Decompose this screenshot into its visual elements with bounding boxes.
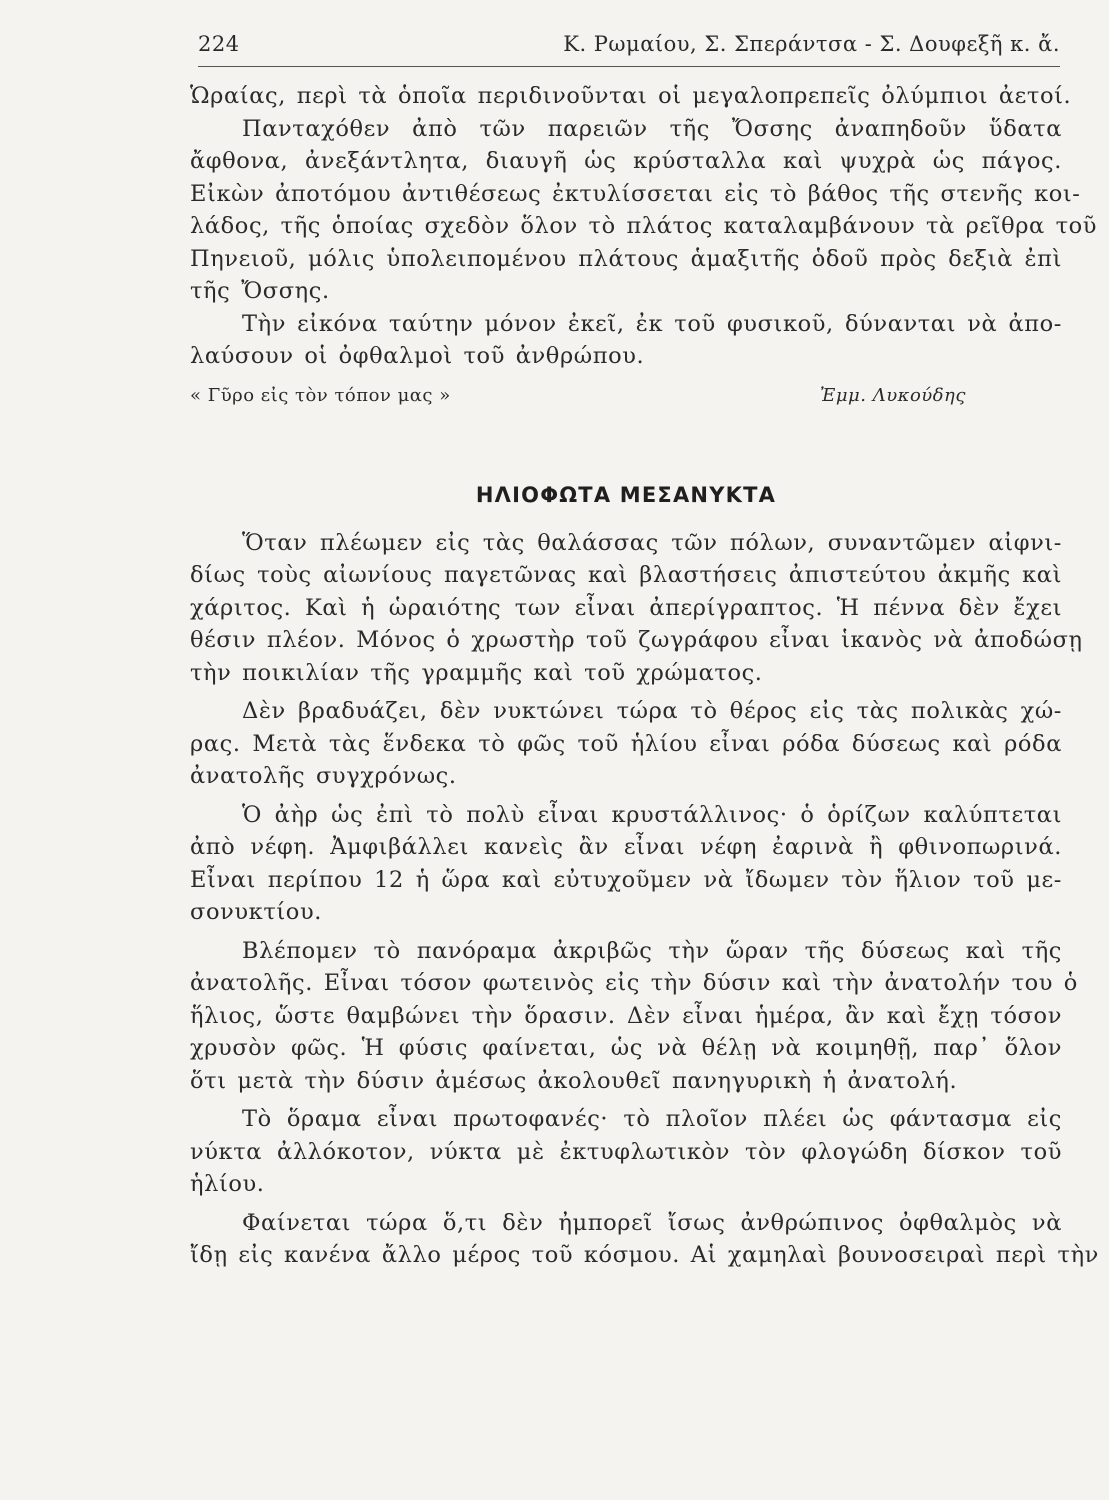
text-line: ἥλιος, ὥστε θαμβώνει τὴν ὅρασιν. Δὲν εἶναι ἡμέρα, ἂν καὶ ἔχῃ τόσον: [190, 1002, 1062, 1029]
text-line: Πηνειοῦ, μόλις ὑπολειπομένου πλάτους ἁμαξιτῆς ὁδοῦ πρὸς δεξιὰ ἐπὶ: [190, 245, 1062, 272]
text-line: Ὡραίας, περὶ τὰ ὁποῖα περιδινοῦνται οἱ μεγαλοπρεπεῖς ὀλύμπιοι ἀετοί.: [190, 83, 1072, 109]
text-line: σονυκτίου.: [190, 899, 322, 925]
text-line: Βλέπομεν τὸ πανόραμα ἀκριβῶς τὴν ὥραν τῆς δύσεως καὶ τῆς: [242, 937, 1062, 964]
text-line: ἴδῃ εἰς κανένα ἄλλο μέρος τοῦ κόσμου. Αἱ χαμηλαὶ βουνοσειραὶ περὶ τὴν: [190, 1242, 1099, 1268]
text-line: νύκτα ἀλλόκοτον, νύκτα μὲ ἐκτυφλωτικὸν τὸν φλογώδη δίσκον τοῦ: [190, 1138, 1062, 1165]
text-line: ἄφθονα, ἀνεξάντλητα, διαυγῆ ὡς κρύσταλλα καὶ ψυχρὰ ὡς πάγος.: [190, 148, 1062, 174]
text-line: Τὸ ὅραμα εἶναι πρωτοφανές· τὸ πλοῖον πλέει ὡς φάντασμα εἰς: [242, 1106, 1062, 1132]
text-line: δίως τοὺς αἰωνίους παγετῶνας καὶ βλαστήσεις ἀπιστεύτου ἀκμῆς καὶ: [190, 562, 1062, 588]
text-line: Εἰκὼν ἀποτόμου ἀντιθέσεως ἐκτυλίσσεται εἰς τὸ βάθος τῆς στενῆς κοι-: [190, 180, 1081, 207]
page-number: 224: [198, 32, 240, 56]
text-line: ρας. Μετὰ τὰς ἕνδεκα τὸ φῶς τοῦ ἡλίου εἶναι ρόδα δύσεως καὶ ρόδα: [190, 730, 1062, 757]
page-body: [190, 80, 1099, 1272]
text-line: Ὁ ἀὴρ ὡς ἐπὶ τὸ πολὺ εἶναι κρυστάλλινος· ὁ ὁρίζων καλύπτεται: [242, 801, 1062, 828]
text-line: Τὴν εἰκόνα ταύτην μόνον ἐκεῖ, ἐκ τοῦ φυσικοῦ, δύνανται νὰ ἀπο-: [242, 310, 1062, 337]
section-previous-text: [190, 80, 1098, 419]
text-line: Ὅταν πλέωμεν εἰς τὰς θαλάσσας τῶν πόλων, συναντῶμεν αἰφνι-: [242, 529, 1062, 556]
text-line: λάδος, τῆς ὁποίας σχεδὸν ὅλον τὸ πλάτος καταλαμβάνουν τὰ ρεῖθρα τοῦ: [190, 213, 1098, 239]
text-line: χάριτος. Καὶ ἡ ὡραιότης των εἶναι ἀπερίγραπτος. Ἡ πέννα δὲν ἔχει: [190, 594, 1062, 621]
text-line: λαύσουν οἱ ὀφθαλμοὶ τοῦ ἀνθρώπου.: [190, 343, 645, 369]
citation-author: Ἐμμ. Λυκούδης: [820, 384, 966, 406]
text-line: θέσιν πλέον. Μόνος ὁ χρωστὴρ τοῦ ζωγράφου εἶναι ἱκανὸς νὰ ἀποδώσῃ: [190, 627, 1083, 653]
text-line: Φαίνεται τώρα ὅ,τι δὲν ἠμπορεῖ ἴσως ἀνθρώπινος ὀφθαλμὸς νὰ: [242, 1209, 1062, 1236]
running-title: Κ. Ρωμαίου, Σ. Σπεράντσα - Σ. Δουφεξῆ κ. ἄ.: [563, 32, 1060, 56]
text-line: τῆς Ὄσσης.: [190, 278, 330, 304]
citation-source: « Γῦρο εἰς τὸν τόπον μας »: [190, 384, 451, 406]
text-line: ἀνατολῆς. Εἶναι τόσον φωτεινὸς εἰς τὴν δύσιν καὶ τὴν ἀνατολήν του ὁ: [190, 970, 1078, 996]
section-heliofota: [190, 527, 1099, 1272]
text-line: Δὲν βραδυάζει, δὲν νυκτώνει τώρα τὸ θέρος εἰς τὰς πολικὰς χώ-: [242, 698, 1062, 724]
text-line: Εἶναι περίπου 12 ἡ ὥρα καὶ εὐτυχοῦμεν νὰ ἴδωμεν τὸν ἥλιον τοῦ με-: [190, 866, 1062, 893]
citation: [190, 379, 1062, 419]
text-line: χρυσὸν φῶς. Ἡ φύσις φαίνεται, ὡς νὰ θέλῃ νὰ κοιμηθῇ, παρ᾽ ὅλον: [190, 1035, 1062, 1061]
text-line: ὅτι μετὰ τὴν δύσιν ἀμέσως ἀκολουθεῖ πανηγυρικὴ ἡ ἀνατολή.: [190, 1067, 958, 1094]
text-line: ἀνατολῆς συγχρόνως.: [190, 763, 457, 789]
section-title: ΗΛΙΟΦΩΤΑ ΜΕΣΑΝΥΚΤΑ: [475, 482, 777, 507]
text-line: ἀπὸ νέφη. Ἀμφιβάλλει κανεὶς ἂν εἶναι νέφη ἐαρινὰ ἢ φθινοπωρινά.: [190, 834, 1062, 860]
text-line: ἡλίου.: [190, 1171, 265, 1197]
text-line: τὴν ποικιλίαν τῆς γραμμῆς καὶ τοῦ χρώματος.: [190, 659, 763, 686]
page-header: [198, 32, 1060, 67]
text-line: Πανταχόθεν ἀπὸ τῶν παρειῶν τῆς Ὄσσης ἀναπηδοῦν ὕδατα: [242, 115, 1062, 142]
